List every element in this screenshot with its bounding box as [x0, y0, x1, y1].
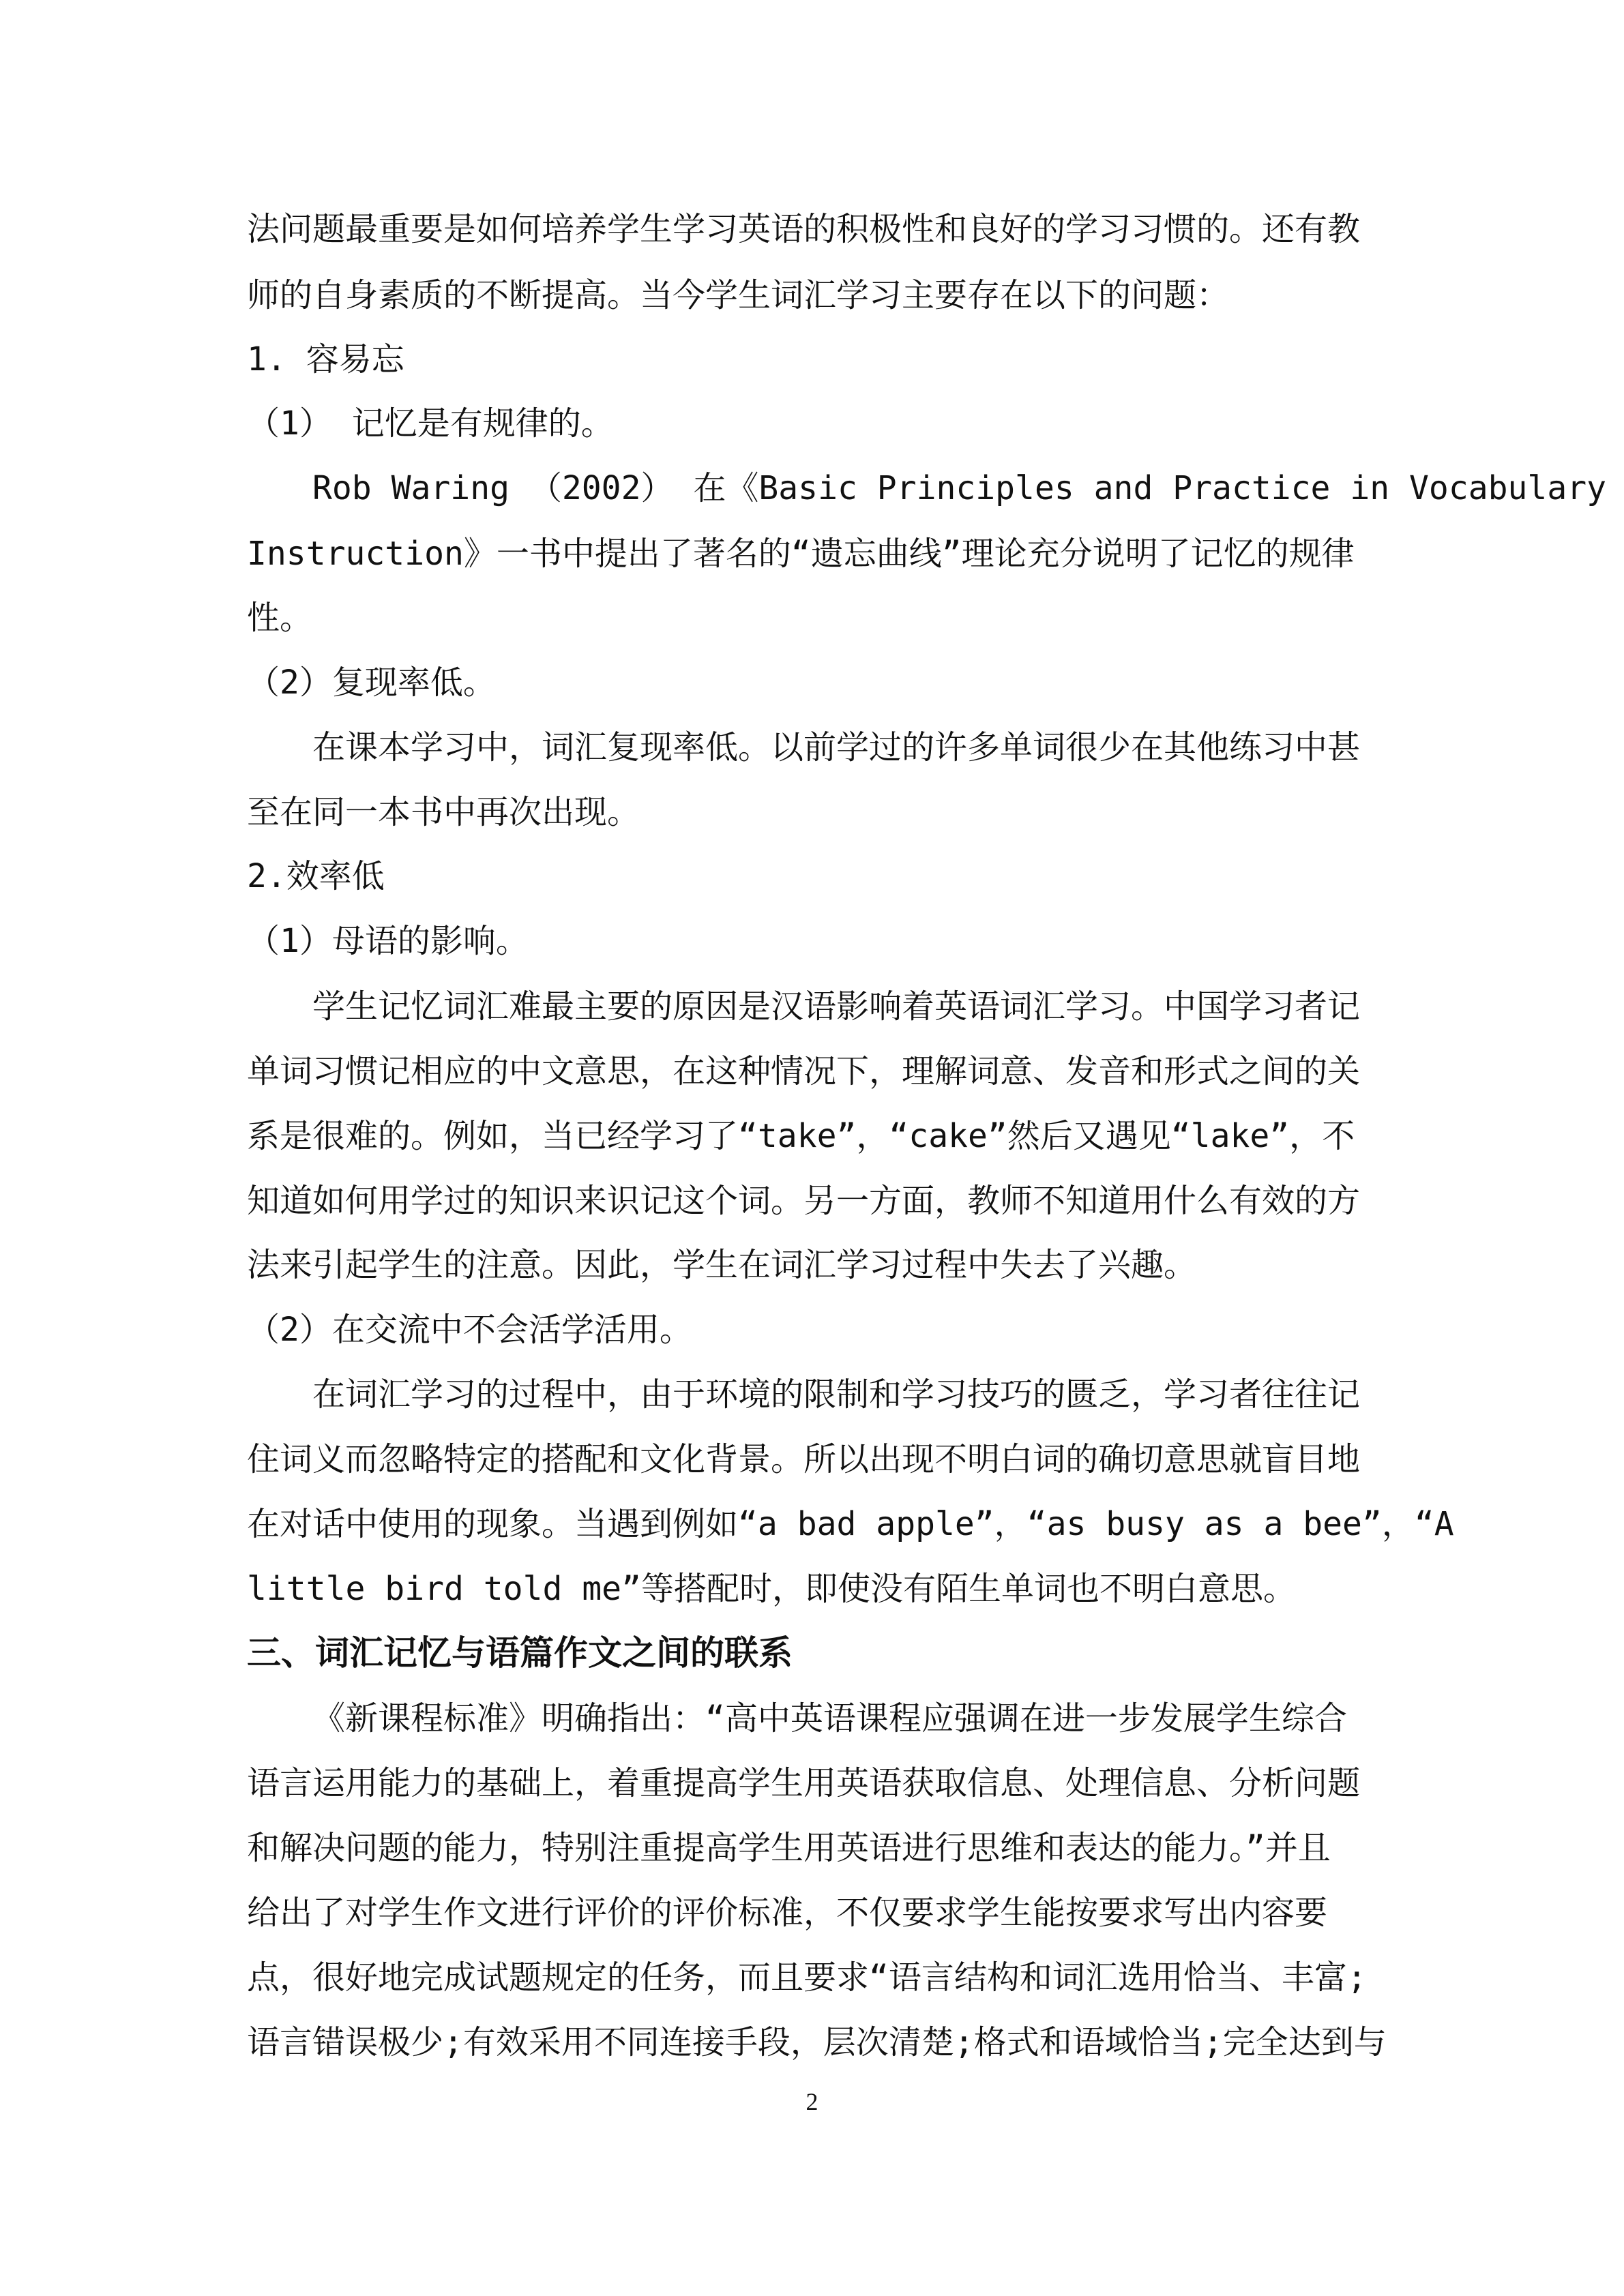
text-line: little bird told me”等搭配时，即使没有陌生单词也不明白意思。	[247, 1570, 1296, 1608]
text-line: 和解决问题的能力，特别注重提高学生用英语进行思维和表达的能力。”并且	[247, 1829, 1331, 1867]
list-heading: 1. 容易忘	[247, 340, 404, 378]
text-line: 学生记忆词汇难最主要的原因是汉语影响着英语词汇学习。中国学习者记	[312, 987, 1361, 1026]
text-line: 单词习惯记相应的中文意思，在这种情况下，理解词意、发音和形式之间的关	[247, 1052, 1361, 1090]
text-line: Instruction》一书中提出了著名的“遗忘曲线”理论充分说明了记忆的规律	[247, 535, 1355, 573]
list-heading: 2.效率低	[247, 857, 385, 895]
text-line: 至在同一本书中再次出现。	[247, 793, 640, 831]
text-line: 语言错误极少;有效采用不同连接手段，层次清楚;格式和语域恰当;完全达到与	[247, 2023, 1387, 2061]
text-line: 性。	[247, 599, 313, 637]
text-line: 法问题最重要是如何培养学生学习英语的积极性和良好的学习习惯的。还有教	[247, 210, 1361, 248]
text-line: 在课本学习中，词汇复现率低。以前学过的许多单词很少在其他练习中甚	[312, 728, 1361, 766]
list-subheading: （1）母语的影响。	[247, 922, 529, 960]
text-line: 师的自身素质的不断提高。当今学生词汇学习主要存在以下的问题：	[247, 276, 1230, 314]
section-heading: 三、词汇记忆与语篇作文之间的联系	[247, 1633, 793, 1673]
text-line: 系是很难的。例如，当已经学习了“take”，“cake”然后又遇见“lake”，不	[247, 1117, 1355, 1155]
text-line: 点，很好地完成试题规定的任务，而且要求“语言结构和词汇选用恰当、丰富;	[247, 1958, 1367, 1997]
list-subheading: （2）在交流中不会活学活用。	[247, 1311, 692, 1349]
text-line: 给出了对学生作文进行评价的评价标准，不仅要求学生能按要求写出内容要	[247, 1894, 1328, 1932]
list-subheading: （2）复现率低。	[247, 664, 496, 702]
text-line: 语言运用能力的基础上，着重提高学生用英语获取信息、处理信息、分析问题	[247, 1764, 1361, 1802]
text-line: 《新课程标准》明确指出：“高中英语课程应强调在进一步发展学生综合	[312, 1699, 1347, 1738]
text-line: Rob Waring （2002） 在《Basic Principles and Practice in Vocabulary	[312, 469, 1607, 507]
text-line: 知道如何用学过的知识来识记这个词。另一方面，教师不知道用什么有效的方	[247, 1182, 1361, 1220]
text-line: 法来引起学生的注意。因此，学生在词汇学习过程中失去了兴趣。	[247, 1246, 1197, 1284]
text-line: 在词汇学习的过程中，由于环境的限制和学习技巧的匮乏，学习者往往记	[312, 1375, 1361, 1414]
list-subheading: （1） 记忆是有规律的。	[247, 404, 614, 443]
text-line: 在对话中使用的现象。当遇到例如“a bad apple”，“as busy as a bee”，“A	[247, 1505, 1454, 1543]
page-number: 2	[806, 2088, 818, 2115]
text-line: 住词义而忽略特定的搭配和文化背景。所以出现不明白词的确切意思就盲目地	[247, 1440, 1361, 1478]
